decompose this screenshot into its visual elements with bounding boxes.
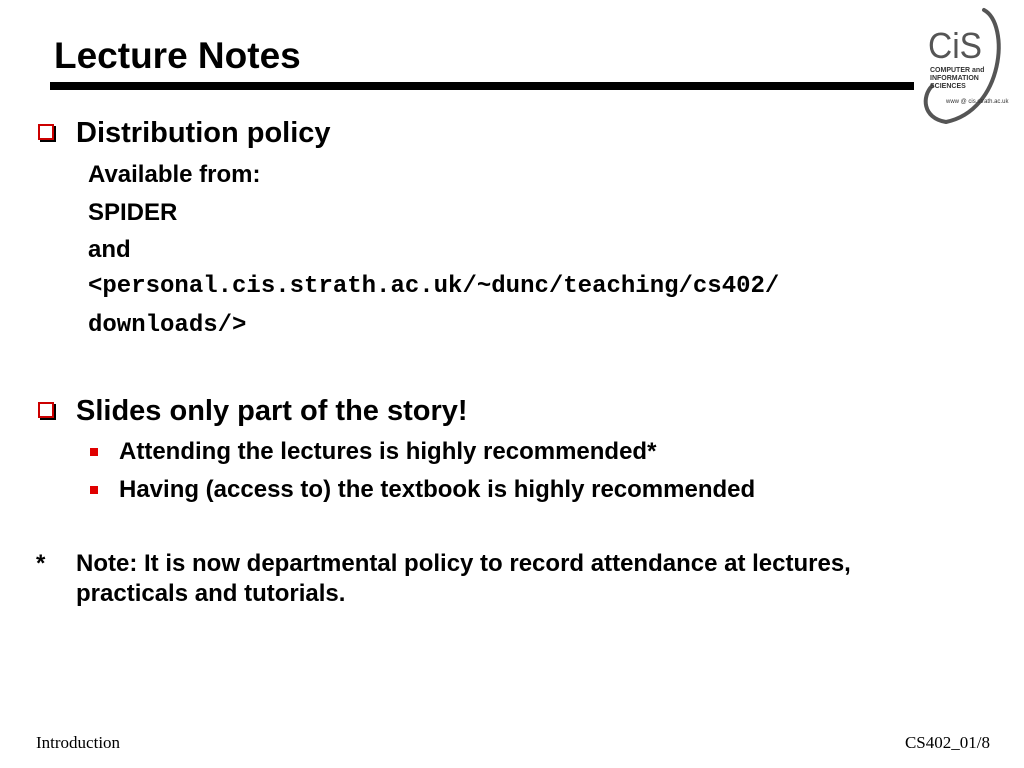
attendance-note: Note: It is now departmental policy to record attendance at lectures, practicals and tutorials. bbox=[76, 550, 851, 607]
spider-text: SPIDER bbox=[88, 199, 178, 226]
bullet-attending: Attending the lectures is highly recommended* bbox=[119, 438, 657, 465]
note-marker: * bbox=[36, 550, 46, 577]
title-rule bbox=[50, 82, 914, 90]
download-url-line1: <personal.cis.strath.ac.uk/~dunc/teaching/cs402/ bbox=[88, 273, 780, 300]
available-from-text: Available from: bbox=[88, 161, 261, 188]
slide-title: Lecture Notes bbox=[54, 35, 301, 76]
logo-line2: INFORMATION bbox=[930, 75, 979, 82]
logo-line1: COMPUTER and bbox=[930, 67, 985, 74]
logo-line3: SCIENCES bbox=[930, 83, 966, 90]
footer-slide-number: CS402_01/8 bbox=[904, 733, 990, 752]
download-url-line2: downloads/> bbox=[88, 312, 247, 339]
checkbox-bullet-icon bbox=[38, 402, 54, 418]
section-heading-distribution: Distribution policy bbox=[76, 117, 331, 149]
bullet-textbook: Having (access to) the textbook is highly recommended bbox=[119, 476, 756, 503]
footer-section-label: Introduction bbox=[36, 733, 121, 752]
checkbox-bullet-icon bbox=[38, 124, 54, 140]
and-text: and bbox=[88, 236, 131, 263]
logo-cis-text: CiS bbox=[928, 25, 982, 66]
square-bullet-icon bbox=[90, 448, 98, 456]
cis-logo bbox=[918, 6, 1010, 128]
square-bullet-icon bbox=[90, 486, 98, 494]
section-heading-slides: Slides only part of the story! bbox=[76, 395, 468, 427]
logo-url: www @ cis.strath.ac.uk bbox=[946, 99, 1009, 105]
